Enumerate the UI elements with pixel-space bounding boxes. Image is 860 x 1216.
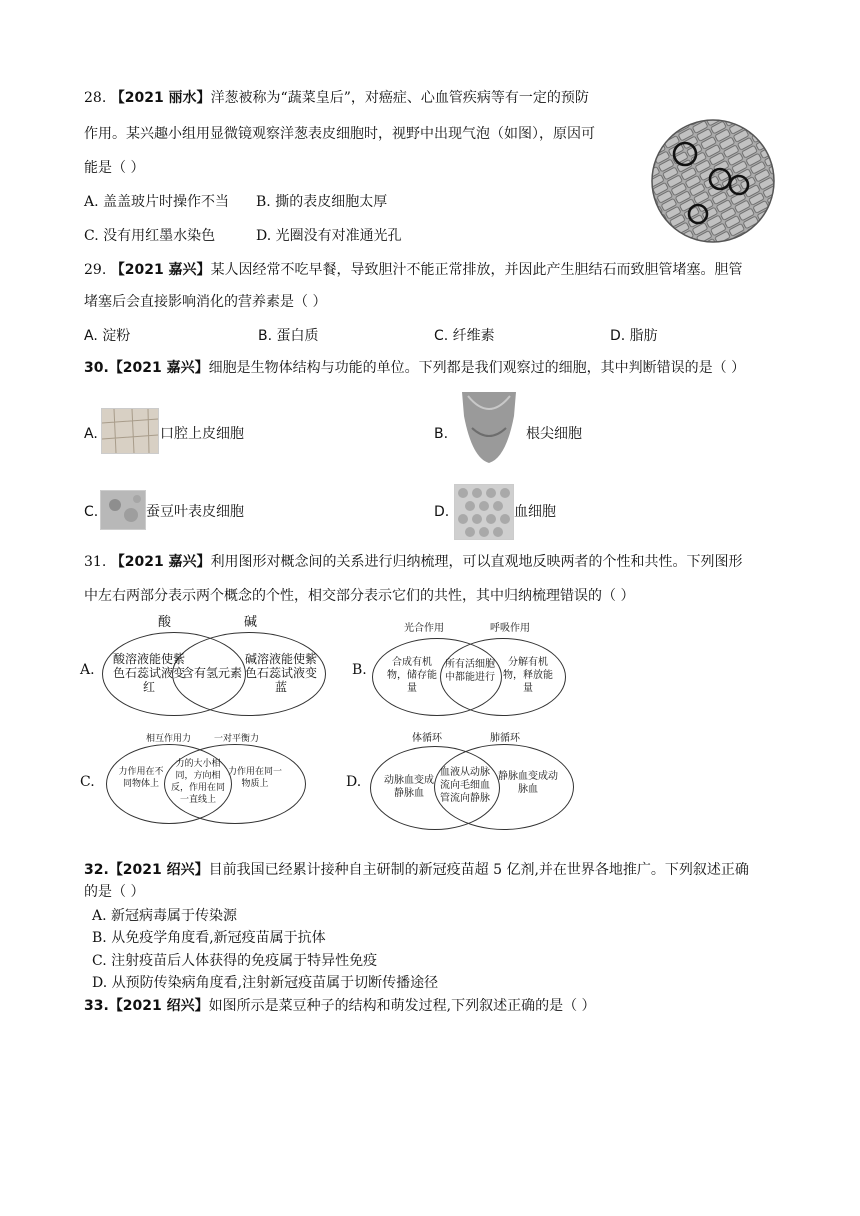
venn-c-left-title: 相互作用力 xyxy=(146,734,192,744)
q33-source-tag: 【2021 绍兴】 xyxy=(108,998,209,1014)
venn-c-right-title: 一对平衡力 xyxy=(214,734,260,744)
q31-stem-2: 中左右两部分表示两个概念的个性，相交部分表示它们的共性，其中归纳梳理错误的（ ） xyxy=(84,588,635,604)
q30-source-tag: 【2021 嘉兴】 xyxy=(108,360,209,376)
q28-option-c: C. 没有用红墨水染色 xyxy=(84,228,216,244)
venn-a-right-title: 碱 xyxy=(244,615,258,630)
q33-line1 xyxy=(84,996,596,1016)
venn-b-right-text: 分解有机物，释放能量 xyxy=(503,657,553,694)
blood-cell-image xyxy=(454,484,514,540)
q28-stem-2: 作用。某兴趣小组用显微镜观察洋葱表皮细胞时，视野中出现气泡（如图），原因可 xyxy=(84,126,595,142)
q30-option-d-text: 血细胞 xyxy=(514,504,556,520)
venn-b-mid-text: 所有活细胞中都能进行 xyxy=(445,659,495,683)
q30-option-b-text: 根尖细胞 xyxy=(526,426,582,442)
q30-option-b-letter: B. xyxy=(434,426,449,442)
q32-source-tag: 【2021 绍兴】 xyxy=(108,862,209,878)
q31-venn-b-letter: B. xyxy=(352,662,367,678)
q29-stem-1: 某人因经常不吃早餐，导致胆汁不能正常排放，并因此产生胆结石而致胆管堵塞。胆管 xyxy=(210,262,743,278)
q31-source-tag: 【2021 嘉兴】 xyxy=(110,554,211,570)
root-tip-image xyxy=(454,392,524,464)
q30-stem-1: 细胞是生物体结构与功能的单位。下列都是我们观察过的细胞，其中判断错误的是（ ） xyxy=(208,360,746,376)
q29-line1 xyxy=(84,260,743,280)
q32-option-d: D. 从预防传染病角度看,注射新冠疫苗属于切断传播途径 xyxy=(92,975,439,991)
q30-option-a-text: 口腔上皮细胞 xyxy=(160,426,244,442)
q29-option-b: B. 蛋白质 xyxy=(258,328,319,344)
cheek-cell-image xyxy=(101,408,159,454)
q33-number: 33. xyxy=(84,998,109,1014)
q28-line1 xyxy=(84,88,589,108)
venn-a-left-text: 酸溶液能使紫色石蕊试液变红 xyxy=(112,652,185,694)
q28-option-b: B. 撕的表皮细胞太厚 xyxy=(256,194,388,210)
microscope-bubble-image xyxy=(650,118,776,244)
venn-c-right-text: 力作用在同一物质上 xyxy=(228,767,283,789)
venn-d-mid-text: 血液从动脉流向毛细血管流向静脉 xyxy=(440,767,490,804)
venn-a-right-text: 碱溶液能使紫色石蕊试液变蓝 xyxy=(244,652,317,694)
q28-option-d: D. 光圈没有对准通光孔 xyxy=(256,228,402,244)
q30-option-c-letter: C. xyxy=(84,504,99,520)
q30-option-a-letter: A. xyxy=(84,426,98,442)
venn-d-left-text: 动脉血变成静脉血 xyxy=(384,775,434,799)
venn-d-left-title: 体循环 xyxy=(412,733,442,744)
q30-option-d-letter: D. xyxy=(434,504,450,520)
venn-d-right-text: 静脉血变成动脉血 xyxy=(498,771,558,795)
q29-source-tag: 【2021 嘉兴】 xyxy=(110,262,211,278)
q28-number: 28. xyxy=(84,90,107,106)
q32-option-a: A. 新冠病毒属于传染源 xyxy=(92,908,238,924)
venn-a-mid-text: 含有氢元素 xyxy=(181,666,242,680)
q28-source-tag: 【2021 丽水】 xyxy=(110,90,211,106)
q32-line1 xyxy=(84,860,749,880)
q31-line1 xyxy=(84,552,743,572)
q30-option-c-text: 蚕豆叶表皮细胞 xyxy=(146,504,244,520)
venn-b-left-text: 合成有机物，储存能量 xyxy=(387,657,437,694)
q32-number: 32. xyxy=(84,862,109,878)
q29-stem-2: 堵塞后会直接影响消化的营养素是（ ） xyxy=(84,294,327,310)
q31-venn-d-letter: D. xyxy=(346,774,362,790)
q31-stem-1: 利用图形对概念间的关系进行归纳梳理，可以直观地反映两者的个性和共性。下列图形 xyxy=(210,554,743,570)
q31-venn-a-letter: A. xyxy=(80,662,95,678)
q32-option-c: C. 注射疫苗后人体获得的免疫属于特异性免疫 xyxy=(92,953,378,969)
q33-stem-1: 如图所示是菜豆种子的结构和萌发过程,下列叙述正确的是（ ） xyxy=(208,998,596,1014)
q29-option-c: C. 纤维素 xyxy=(434,328,495,344)
venn-b-left-title: 光合作用 xyxy=(404,623,444,634)
q31-venn-c-letter: C. xyxy=(80,774,95,790)
q29-option-a: A. 淀粉 xyxy=(84,328,131,344)
leaf-epidermis-image xyxy=(100,490,146,530)
venn-a-left-title: 酸 xyxy=(158,615,172,630)
q30-line1 xyxy=(84,358,745,378)
q31-number: 31. xyxy=(84,554,107,570)
q30-number: 30. xyxy=(84,360,109,376)
q28-option-a: A. 盖盖玻片时操作不当 xyxy=(84,194,230,210)
venn-b-right-title: 呼吸作用 xyxy=(490,623,530,634)
q32-stem-1: 目前我国已经累计接种自主研制的新冠疫苗超 5 亿剂,并在世界各地推广。下列叙述正确 xyxy=(208,862,749,878)
q29-number: 29. xyxy=(84,262,107,278)
q29-option-d: D. 脂肪 xyxy=(610,328,658,344)
venn-c-mid-text: 力的大小相同，方向相反，作用在同一直线上 xyxy=(170,759,225,805)
venn-c-left-text: 力作用在不同物体上 xyxy=(118,767,164,789)
q32-option-b: B. 从免疫学角度看,新冠疫苗属于抗体 xyxy=(92,930,326,946)
q32-stem-2: 的是（ ） xyxy=(84,884,145,900)
q28-stem-1: 洋葱被称为“蔬菜皇后”，对癌症、心血管疾病等有一定的预防 xyxy=(210,90,589,106)
venn-d-right-title: 肺循环 xyxy=(490,733,520,744)
q28-stem-3: 能是（ ） xyxy=(84,160,145,176)
